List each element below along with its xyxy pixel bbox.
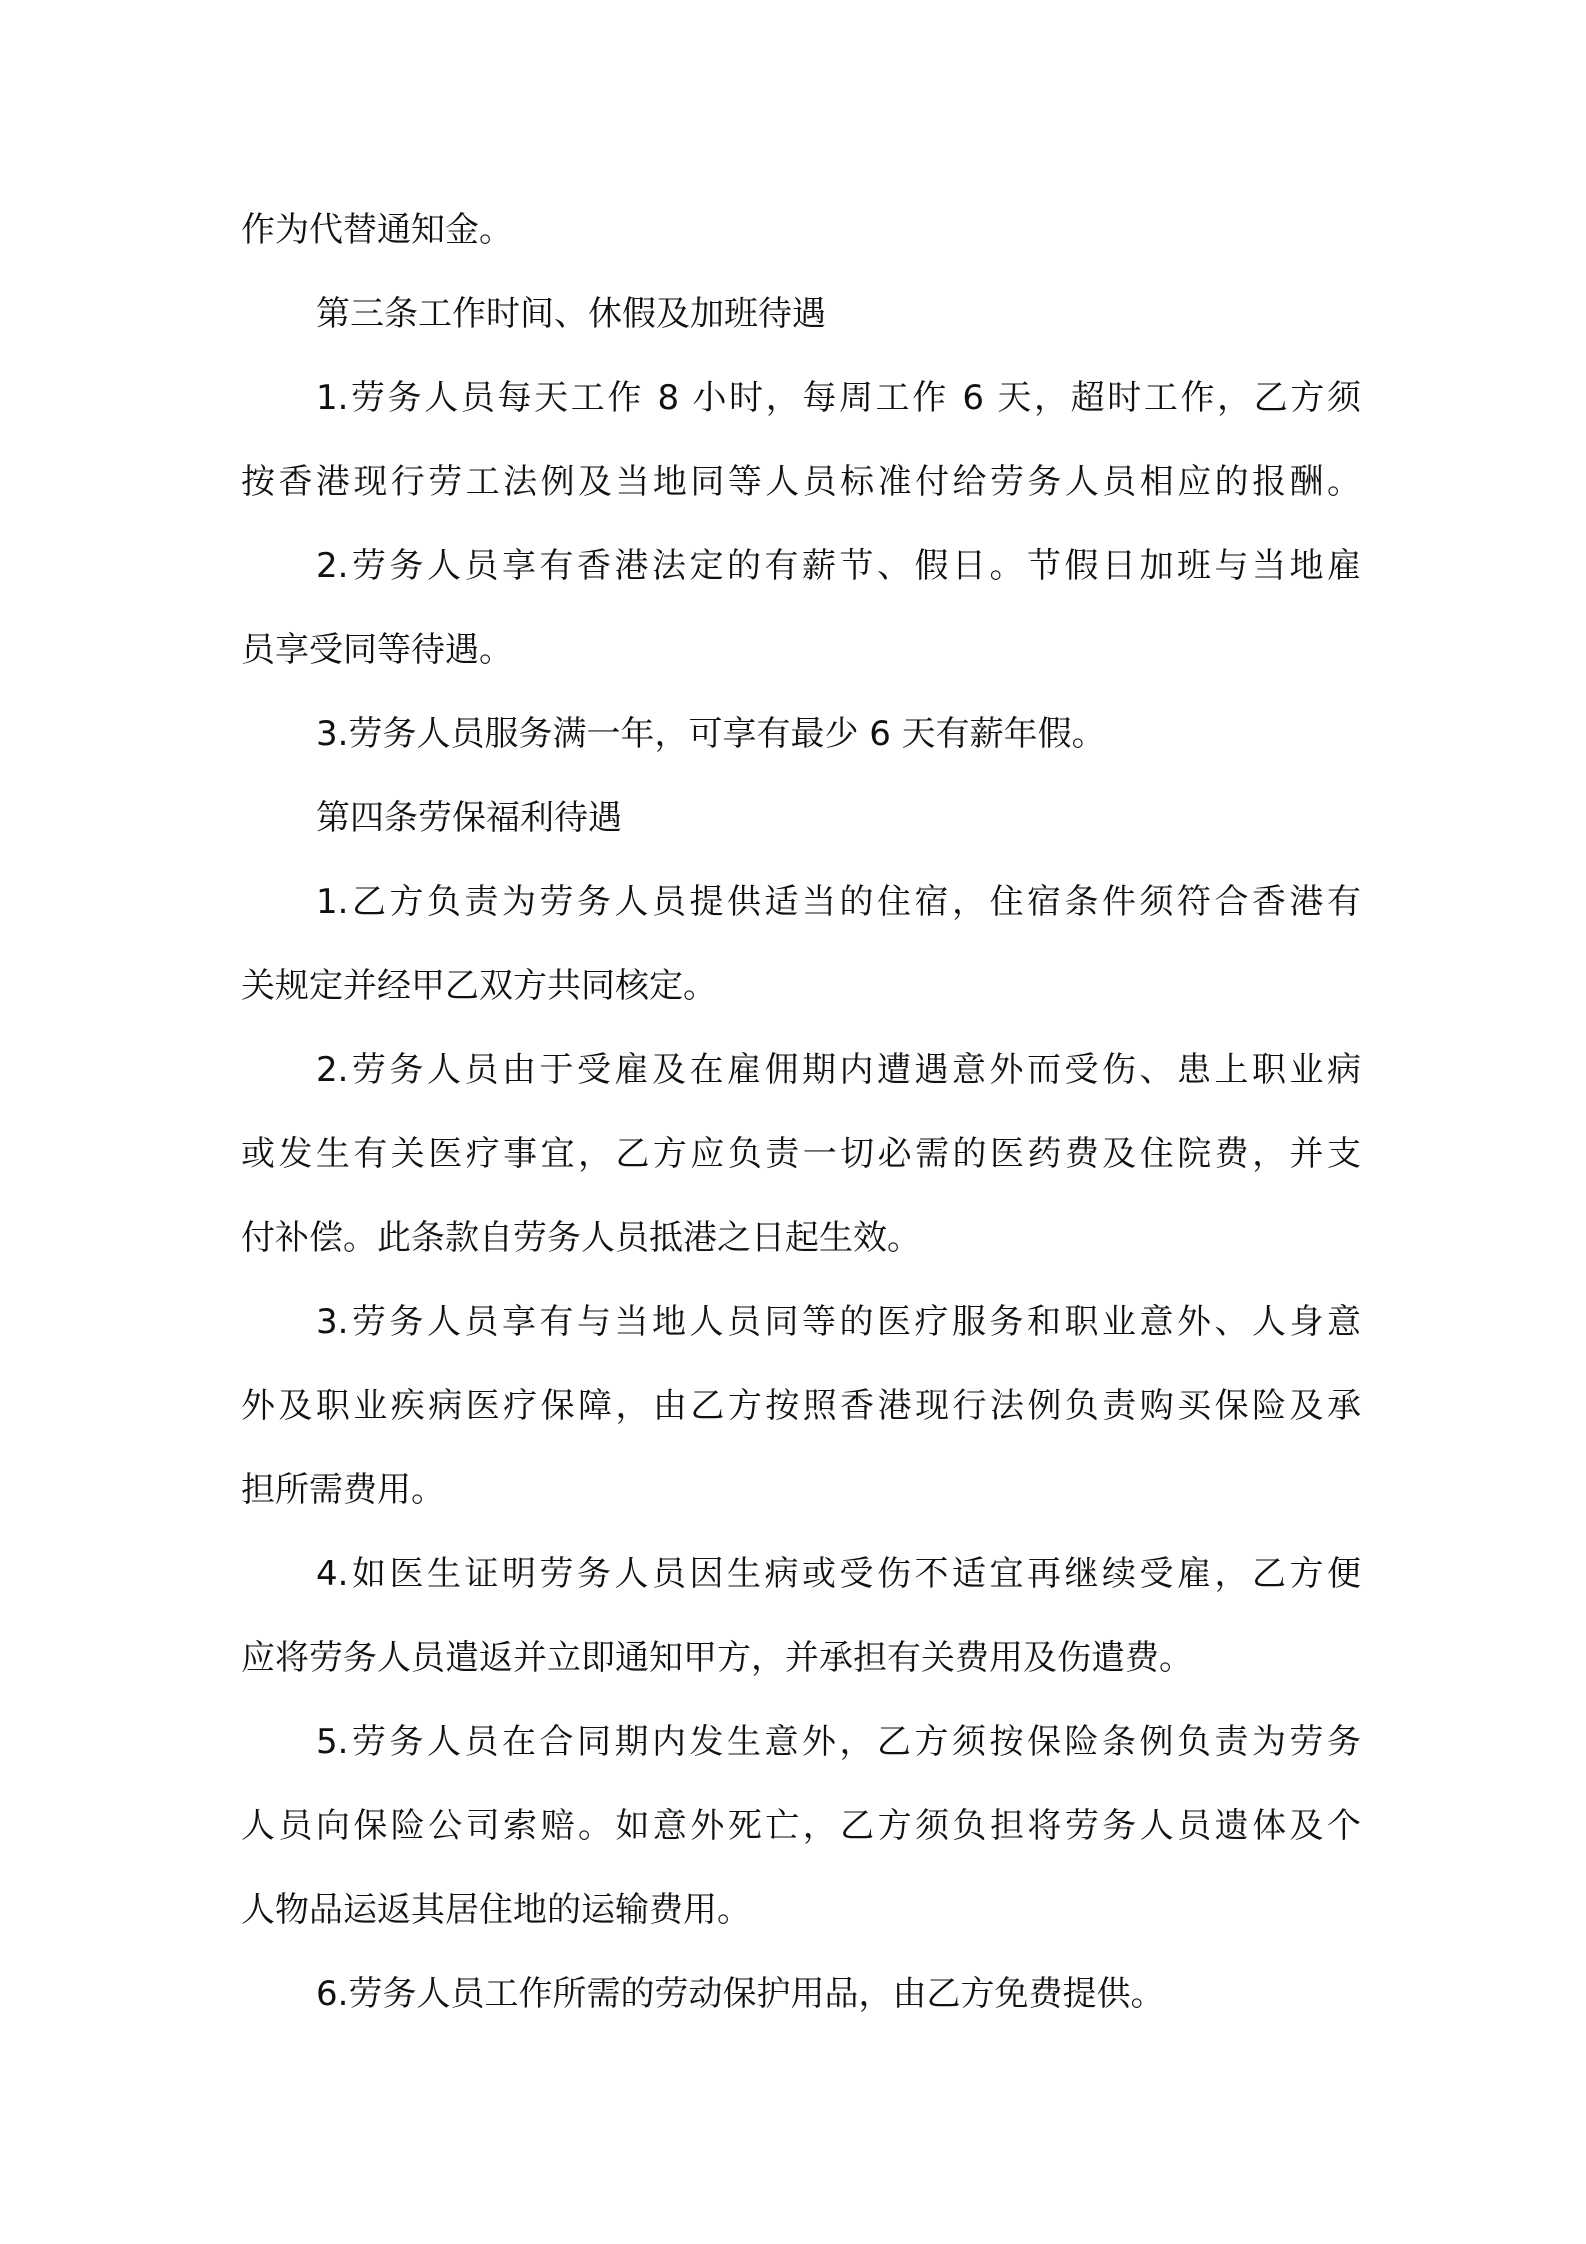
text-line: 3.劳务人员服务满一年，可享有最少 6 天有薪年假。	[316, 714, 1106, 754]
text-line: 担所需费用。	[241, 1470, 445, 1510]
text-line: 1.劳务人员每天工作 8 小时，每周工作 6 天，超时工作，乙方须	[316, 378, 1361, 418]
text-line: 2.劳务人员享有香港法定的有薪节、假日。节假日加班与当地雇	[316, 546, 1361, 586]
text-line: 应将劳务人员遣返并立即通知甲方，并承担有关费用及伤遣费。	[241, 1638, 1193, 1678]
text-line: 1.乙方负责为劳务人员提供适当的住宿，住宿条件须符合香港有	[316, 882, 1361, 922]
text-line: 3.劳务人员享有与当地人员同等的医疗服务和职业意外、人身意	[316, 1302, 1361, 1342]
text-line: 6.劳务人员工作所需的劳动保护用品，由乙方免费提供。	[316, 1974, 1165, 2014]
text-line: 作为代替通知金。	[241, 210, 513, 250]
text-line: 4.如医生证明劳务人员因生病或受伤不适宜再继续受雇，乙方便	[316, 1554, 1361, 1594]
section-heading-article-4: 第四条劳保福利待遇	[316, 798, 622, 838]
text-line: 付补偿。此条款自劳务人员抵港之日起生效。	[241, 1218, 921, 1258]
text-line: 外及职业疾病医疗保障，由乙方按照香港现行法例负责购买保险及承	[241, 1386, 1361, 1426]
text-line: 5.劳务人员在合同期内发生意外，乙方须按保险条例负责为劳务	[316, 1722, 1361, 1762]
text-line: 人物品运返其居住地的运输费用。	[241, 1890, 751, 1930]
section-heading-article-3: 第三条工作时间、休假及加班待遇	[316, 294, 826, 334]
text-line: 2.劳务人员由于受雇及在雇佣期内遭遇意外而受伤、患上职业病	[316, 1050, 1361, 1090]
text-line: 人员向保险公司索赔。如意外死亡，乙方须负担将劳务人员遗体及个	[241, 1806, 1361, 1846]
text-line: 按香港现行劳工法例及当地同等人员标准付给劳务人员相应的报酬。	[241, 462, 1361, 502]
text-line: 或发生有关医疗事宜，乙方应负责一切必需的医药费及住院费，并支	[241, 1134, 1361, 1174]
text-line: 关规定并经甲乙双方共同核定。	[241, 966, 717, 1006]
text-line: 员享受同等待遇。	[241, 630, 513, 670]
document-body	[241, 188, 1361, 2036]
